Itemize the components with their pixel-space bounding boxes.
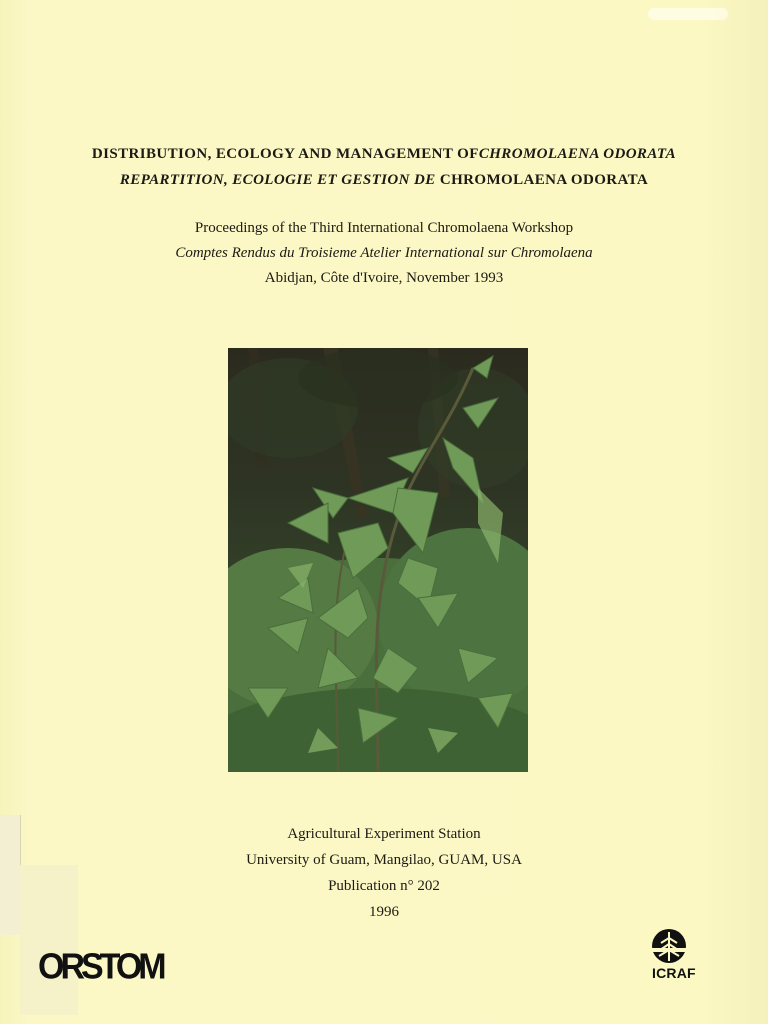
title-french-species: CHROMOLAENA ODORATA xyxy=(439,172,649,188)
title-english-prefix: DISTRIBUTION, ECOLOGY AND MANAGEMENT OF xyxy=(91,146,479,162)
workshop-location: Abidjan, Côte d'Ivoire, November 1993 xyxy=(264,270,504,286)
proceedings-french: Comptes Rendus du Troisieme Atelier International sur Chromolaena xyxy=(175,245,593,261)
paper-smudge xyxy=(648,8,728,20)
title-english-species: CHROMOLAENA ODORATA xyxy=(478,146,677,162)
publication-number: Publication n° 202 xyxy=(328,878,440,894)
publisher-university: University of Guam, Mangilao, GUAM, USA xyxy=(246,852,522,868)
icraf-tree-icon xyxy=(648,928,688,968)
publication-year: 1996 xyxy=(369,904,399,920)
proceedings-english: Proceedings of the Third International Chromolaena Workshop xyxy=(194,220,574,236)
orstom-logo-text: ORSTOM xyxy=(38,947,163,987)
publisher-station: Agricultural Experiment Station xyxy=(287,826,481,842)
title-french-prefix: REPARTITION, ECOLOGIE ET GESTION DE xyxy=(119,172,436,188)
cover-photo-chromolaena-plant xyxy=(228,348,528,772)
title-french xyxy=(0,172,768,189)
icraf-logo-text: ICRAF xyxy=(652,965,696,981)
orstom-logo xyxy=(38,948,166,988)
title-english xyxy=(0,146,768,163)
